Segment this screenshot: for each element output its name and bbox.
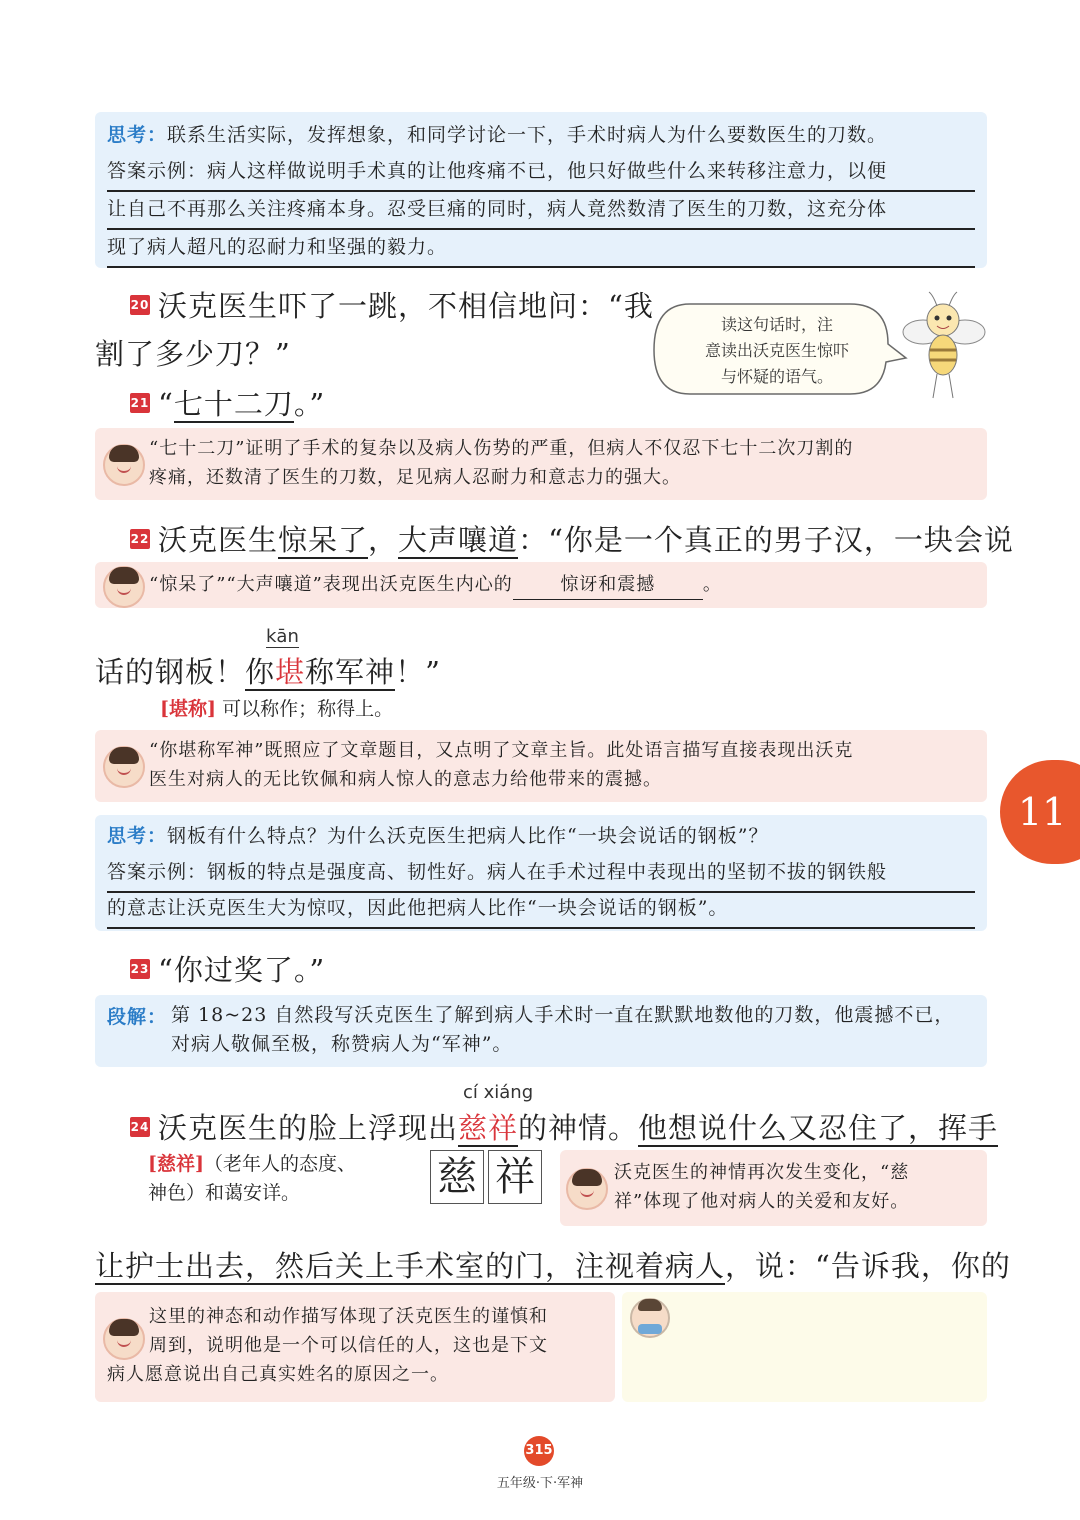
paragraph-24 xyxy=(130,1106,998,1147)
underlined-text xyxy=(245,655,395,691)
paragraph-number: 21 xyxy=(130,393,150,413)
teacher-avatar-icon xyxy=(103,566,145,608)
chapter-number: 11 xyxy=(1018,790,1067,834)
underlined-text: 他想说什么又忍住了，挥手 xyxy=(638,1111,999,1145)
bee-mascot-icon xyxy=(895,290,990,405)
note-line: “你堪称军神”既照应了文章题目，又点明了文章主旨。此处语言描写直接表现出沃克 xyxy=(149,740,854,761)
paragraph-22 xyxy=(130,518,1014,559)
pinyin-annotation: cí xiáng xyxy=(463,1082,534,1103)
student-avatar-icon xyxy=(630,1298,670,1338)
paragraph-text: ！” xyxy=(395,655,441,689)
footer-text: 五年级·下·军神 xyxy=(496,1476,584,1491)
paragraph-text: 沃克医生吓了一跳，不相信地问：“我 xyxy=(158,289,654,323)
paragraph-20-line2: 割了多少刀？” xyxy=(95,337,291,371)
answer-line: 现了病人超凡的忍耐力和坚强的毅力。 xyxy=(107,228,975,268)
writing-grid-cell: 祥 xyxy=(488,1150,542,1204)
underlined-text: 七十二刀 xyxy=(173,387,294,421)
chapter-number-badge xyxy=(1000,760,1080,864)
teacher-avatar-icon xyxy=(103,1318,145,1360)
word-gloss xyxy=(160,694,393,721)
think-box-1 xyxy=(95,112,987,268)
think-question: 钢板有什么特点？为什么沃克医生把病人比作“一块会说话的钢板”？ xyxy=(167,825,769,847)
paragraph-text: ，说：“告诉我，你的 xyxy=(725,1249,1011,1283)
word-gloss xyxy=(148,1150,356,1208)
gloss-definition: （老年人的态度、 xyxy=(204,1153,357,1175)
summary-line: 对病人敬佩至极，称赞病人为“军神”。 xyxy=(171,1033,513,1055)
paragraph-22-line2 xyxy=(95,650,441,691)
gloss-definition: 神色）和蔼安详。 xyxy=(148,1182,301,1204)
note-text: “惊呆了”“大声嚷道”表现出沃克医生内心的 xyxy=(149,574,513,595)
paragraph-23 xyxy=(130,948,325,989)
bubble-line: 与怀疑的语气。 xyxy=(720,367,833,386)
paragraph-number: 23 xyxy=(130,959,150,979)
student-notes-box[interactable] xyxy=(622,1292,987,1402)
writing-grid-cell: 慈 xyxy=(430,1150,484,1204)
note-line: 病人愿意说出自己真实姓名的原因之一。 xyxy=(107,1364,449,1385)
paragraph-text: 沃克医生 xyxy=(158,523,279,557)
note-box-3 xyxy=(95,730,987,802)
note-line: 疼痛，还数清了医生的刀数，足见病人忍耐力和意志力的强大。 xyxy=(149,467,681,488)
gloss-term: 堪称 xyxy=(169,698,208,720)
note-line: “七十二刀”证明了手术的复杂以及病人伤势的严重，但病人不仅忍下七十二次刀割的 xyxy=(149,438,854,459)
bubble-line: 读这句话时，注 xyxy=(720,315,833,334)
think-question: 联系生活实际，发挥想象，和同学讨论一下，手术时病人为什么要数医生的刀数。 xyxy=(167,124,888,146)
paragraph-text: “你过奖了。” xyxy=(158,953,326,987)
gloss-definition: 可以称作；称得上。 xyxy=(222,698,394,720)
note-box-1 xyxy=(95,428,987,500)
paragraph-text: 称军神 xyxy=(305,655,396,689)
page-number: 315 xyxy=(525,1443,553,1458)
highlighted-char: 堪 xyxy=(275,655,306,689)
note-line: 周到，说明他是一个可以信任的人，这也是下文 xyxy=(149,1335,548,1356)
note-line: 沃克医生的神情再次发生变化，“慈 xyxy=(614,1162,910,1183)
speech-bubble xyxy=(650,300,890,396)
pinyin-annotation: kān xyxy=(266,626,299,647)
note-line: 祥”体现了他对病人的关爱和友好。 xyxy=(614,1191,910,1212)
paragraph-text: ， xyxy=(368,523,399,557)
answer-line: 的意志让沃克医生大为惊叹，因此他把病人比作“一块会说话的钢板”。 xyxy=(107,889,975,929)
quote-mark: “ xyxy=(158,387,174,421)
summary-label: 段解： xyxy=(107,1006,168,1028)
think-box-2 xyxy=(95,815,987,931)
think-label: 思考： xyxy=(107,825,168,847)
note-line: 医生对病人的无比钦佩和病人惊人的意志力给他带来的震撼。 xyxy=(149,769,662,790)
underlined-text: 让护士出去，然后关上手术室的门，注视着病人 xyxy=(95,1249,726,1283)
note-box-4 xyxy=(560,1150,987,1226)
fill-blank-answer: 惊讶和震撼 xyxy=(513,570,703,600)
paragraph-number: 20 xyxy=(130,295,150,315)
paragraph-24-line2 xyxy=(95,1244,1011,1285)
paragraph-text: ：“你是一个真正的男子汉，一块会说 xyxy=(518,523,1014,557)
paragraph-number: 24 xyxy=(130,1117,150,1137)
quote-mark: 。” xyxy=(293,387,326,421)
paragraph-number: 22 xyxy=(130,529,150,549)
answer-line: 答案示例：钢板的特点是强度高、韧性好。病人在手术过程中表现出的坚韧不拔的钢铁般 xyxy=(107,853,975,893)
underlined-text: 惊呆了 xyxy=(278,523,369,557)
paragraph-text: 你 xyxy=(245,655,276,689)
teacher-avatar-icon xyxy=(566,1168,608,1210)
summary-line: 第 18~23 自然段写沃克医生了解到病人手术时一直在默默地数他的刀数，他震撼不已， xyxy=(171,1004,955,1026)
answer-line: 让自己不再那么关注疼痛本身。忍受巨痛的同时，病人竟然数清了医生的刀数，这充分体 xyxy=(107,190,975,230)
page-number-badge xyxy=(524,1436,554,1466)
note-box-2 xyxy=(95,562,987,608)
think-label: 思考： xyxy=(107,124,168,146)
paragraph-20 xyxy=(130,284,654,325)
bracket: ] xyxy=(195,1153,205,1175)
paragraph-21 xyxy=(130,382,325,423)
note-text: 。 xyxy=(702,574,722,595)
underlined-text: 大声嚷道 xyxy=(398,523,519,557)
highlighted-word: 慈祥 xyxy=(458,1111,519,1145)
paragraph-text: 沃克医生的脸上浮现出 xyxy=(158,1111,459,1145)
answer-line: 答案示例：病人这样做说明手术真的让他疼痛不已，他只好做些什么来转移注意力，以便 xyxy=(107,152,975,192)
gloss-term: 慈祥 xyxy=(157,1153,196,1175)
paragraph-text: 的神情。 xyxy=(518,1111,639,1145)
bracket: ] xyxy=(207,698,217,720)
teacher-avatar-icon xyxy=(103,746,145,788)
bracket: [ xyxy=(148,1153,157,1175)
section-summary-box xyxy=(95,995,987,1067)
bubble-line: 意读出沃克医生惊吓 xyxy=(704,341,849,360)
bracket: [ xyxy=(160,698,169,720)
note-line: 这里的神态和动作描写体现了沃克医生的谨慎和 xyxy=(149,1306,548,1327)
teacher-avatar-icon xyxy=(103,444,145,486)
paragraph-text: 话的钢板！ xyxy=(95,655,246,689)
note-box-5 xyxy=(95,1292,615,1402)
